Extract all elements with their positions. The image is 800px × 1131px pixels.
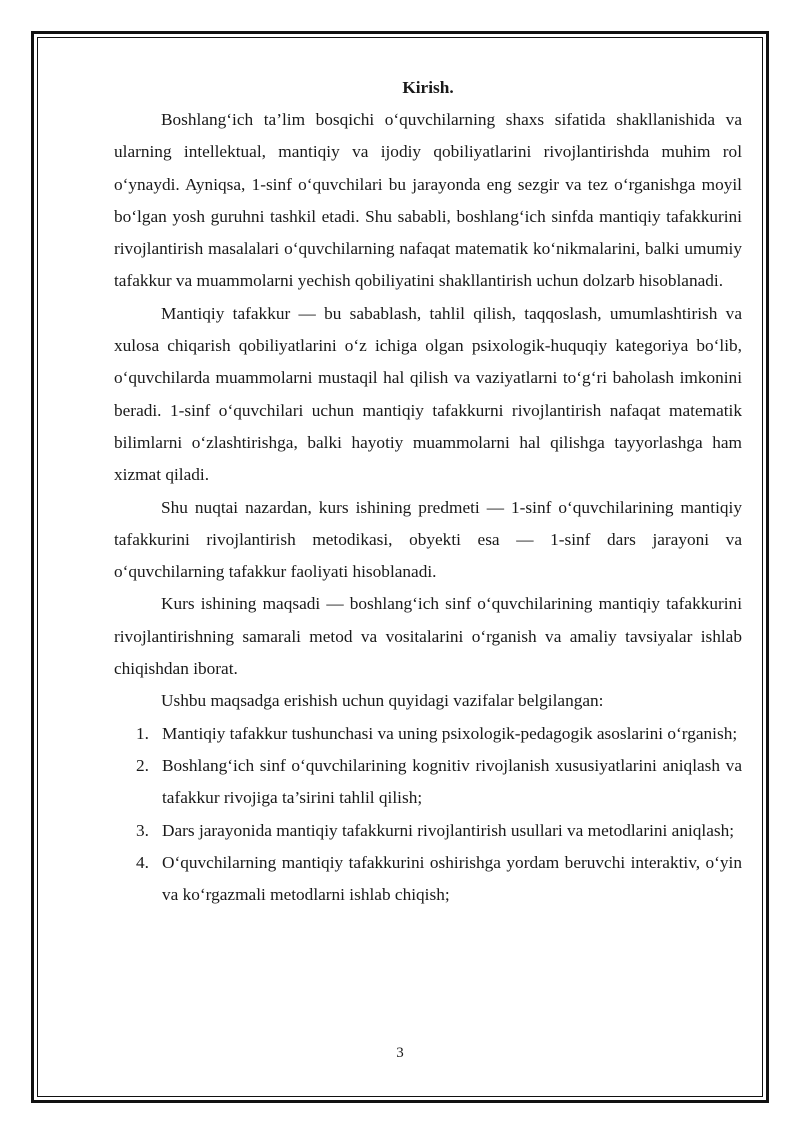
- list-item-number: 3.: [136, 820, 149, 840]
- list-item: [114, 847, 742, 912]
- paragraph-subject-object: Shu nuqtai nazardan, kurs ishining predmeti — 1-sinf o‘quvchilarining mantiqiy tafakkurini rivojlantirish metodikasi, obyekti esa — 1-sinf dars jarayoni va o‘quvchilarning tafakkur faoliyati hisoblanadi.: [114, 497, 742, 582]
- list-item: [114, 718, 742, 750]
- paragraph-introduction: Boshlang‘ich ta’lim bosqichi o‘quvchilarning shaxs sifatida shakllanishida va ularning intellektual, mantiqiy va ijodiy qobiliyatlarini rivojlantirishda muhim rol o‘ynaydi. Ayniqsa, 1-sinf o‘quvchilari bu jarayonda eng sezgir va tez o‘rganishga moyil bo‘lgan yosh guruhni tashkil etadi. Shu sababli, boshlang‘ich sinfda mantiqiy tafakkurini rivojlantirish masalalari o‘quvchilarning nafaqat matematik ko‘nikmalarini, balki umumiy tafakkur va muammolarni yechish qobiliyatini shakllantirish uchun dolzarb hisoblanadi.: [114, 110, 742, 291]
- section-title: Kirish.: [402, 78, 454, 97]
- list-item: [114, 815, 742, 847]
- list-item-number: 1.: [136, 723, 149, 743]
- list-item-number: 4.: [136, 852, 149, 872]
- paragraph-tasks-intro: Ushbu maqsadga erishish uchun quyidagi vazifalar belgilangan:: [161, 691, 604, 711]
- paragraph-goal: Kurs ishining maqsadi — boshlang‘ich sinf o‘quvchilarining mantiqiy tafakkurini rivojlantirishning samarali metod va vositalarini o‘rganish va amaliy tavsiyalar ishlab chiqishdan iborat.: [114, 594, 742, 679]
- list-item: [114, 750, 742, 815]
- list-item-text: Boshlang‘ich sinf o‘quvchilarining kognitiv rivojlanish xususiyatlarini aniqlash va tafakkur rivojiga ta’sirini tahlil qilish;: [162, 755, 742, 808]
- task-list: [114, 718, 742, 912]
- list-item-text: Mantiqiy tafakkur tushunchasi va uning psixologik-pedagogik asoslarini o‘rganish;: [162, 723, 738, 743]
- page-number: 3: [396, 1045, 404, 1061]
- list-item-text: O‘quvchilarning mantiqiy tafakkurini oshirishga yordam beruvchi interaktiv, o‘yin va ko‘rgazmali metodlarni ishlab chiqish;: [162, 852, 742, 905]
- page-content: [114, 72, 742, 911]
- list-item-text: Dars jarayonida mantiqiy tafakkurni rivojlantirish usullari va metodlarini aniqlash;: [162, 820, 735, 840]
- paragraph-logical-thinking: Mantiqiy tafakkur — bu sabablash, tahlil qilish, taqqoslash, umumlashtirish va xulosa chiqarish qobiliyatlarini o‘z ichiga olgan psixologik-huquqiy kategoriya bo‘lib, o‘quvchilarda muammolarni mustaqil hal qilish va vaziyatlarni to‘g‘ri baholash imkonini beradi. 1-sinf o‘quvchilari uchun mantiqiy tafakkurni rivojlantirish nafaqat matematik bilimlarni o‘zlashtirishga, balki hayotiy muammolarni hal qilishga tayyorlashga ham xizmat qiladi.: [114, 303, 742, 485]
- list-item-number: 2.: [136, 755, 149, 775]
